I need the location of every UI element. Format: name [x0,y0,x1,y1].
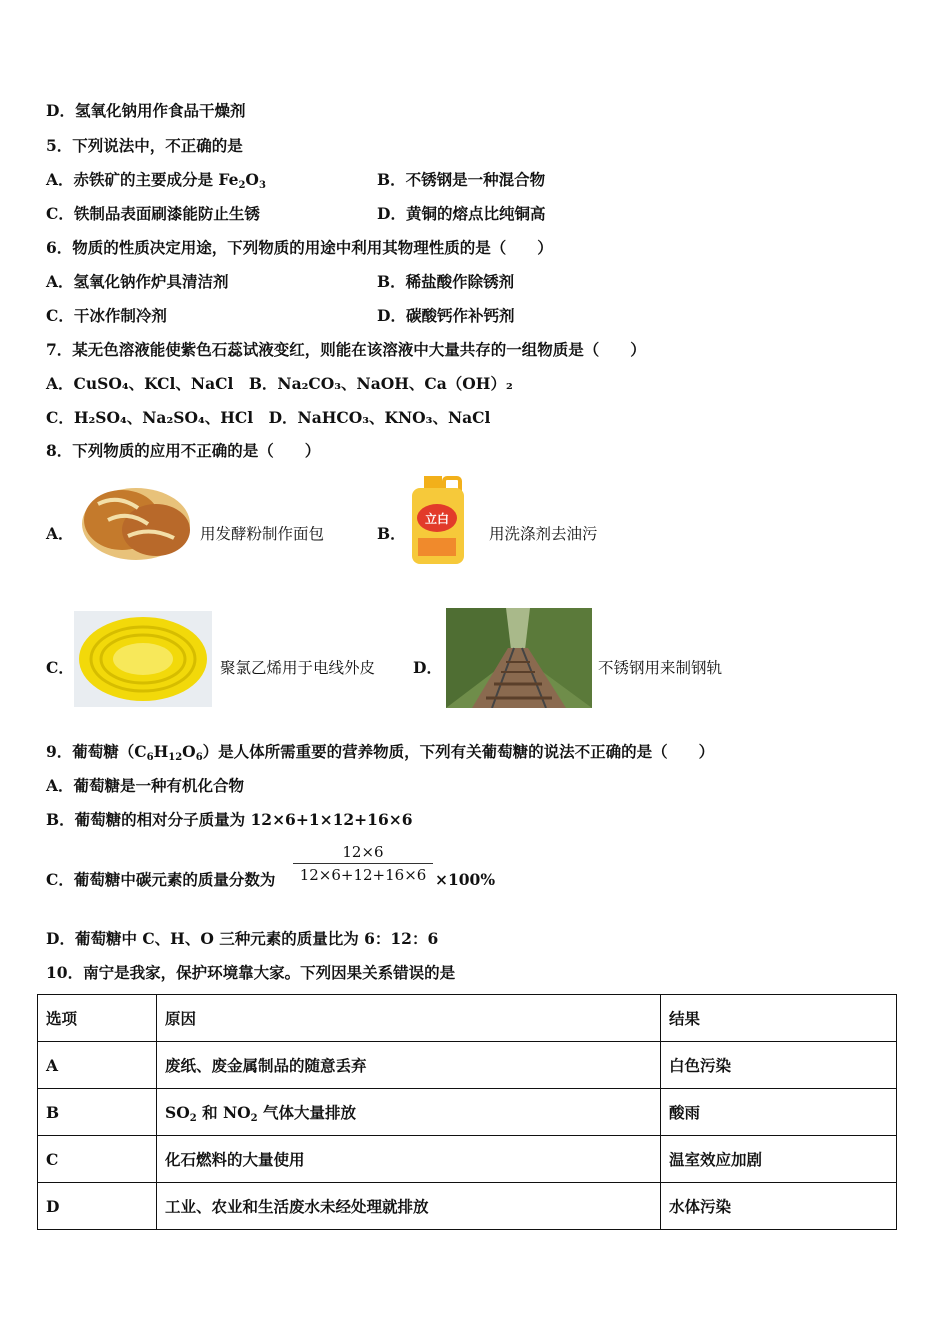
q6-stem: 6．物质的性质决定用途，下列物质的用途中利用其物理性质的是（ ） [46,238,553,257]
fraction-numerator: 12×6 [293,843,433,864]
q5-option-a [46,170,266,196]
row-option: D [38,1183,157,1230]
header-cause: 原因 [157,995,661,1042]
q8-label-b: B． [377,524,406,543]
q8-text-b: 用洗涤剂去油污 [489,525,598,543]
q9-stem-o: O [182,742,196,761]
row-result: 水体污染 [661,1183,897,1230]
row-cause: 工业、农业和生活废水未经处理就排放 [157,1183,661,1230]
q8-text-c: 聚氯乙烯用于电线外皮 [220,659,376,677]
q5-stem: 5．下列说法中，不正确的是 [46,136,243,155]
q5-a-pre: A．赤铁矿的主要成分是 Fe [46,170,239,189]
q9-option-c-prefix: C．葡萄糖中碳元素的质量分数为 [46,870,276,889]
cause-post: 气体大量排放 [257,1102,357,1122]
cause-sub1: 2 [189,1112,197,1124]
row-cause: 化石燃料的大量使用 [157,1136,661,1183]
row-cause [157,1089,661,1136]
q4-option-d: D．氢氧化钠用作食品干燥剂 [46,101,246,120]
fraction-denominator: 12×6+12+16×6 [299,866,427,884]
table-header-row [38,995,897,1042]
q7-stem: 7．某无色溶液能使紫色石蕊试液变红，则能在该溶液中大量共存的一组物质是（ ） [46,340,646,359]
table-row [38,1136,897,1183]
q9-sub-c: 6 [146,752,154,763]
q9-stem [46,742,714,768]
q6-option-b: B．稀盐酸作除锈剂 [377,272,515,291]
table-row [38,1183,897,1230]
detergent-brand-text: 立白 [424,512,450,526]
row-cause: 废纸、废金属制品的随意丢弃 [157,1042,661,1089]
q9-option-b: B．葡萄糖的相对分子质量为 12×6+1×12+16×6 [46,810,413,829]
q8-label-c: C． [46,658,74,677]
row-result: 白色污染 [661,1042,897,1089]
q9-option-a: A．葡萄糖是一种有机化合物 [46,776,245,795]
detergent-image [404,474,474,566]
row-option: A [38,1042,157,1089]
q8-text-d: 不锈钢用来制钢轨 [598,659,723,677]
q5-a-sub1: 2 [238,180,246,191]
q5-a-sub2: 3 [258,180,266,191]
q9-sub-h: 12 [168,752,183,763]
q8-stem: 8．下列物质的应用不正确的是（ ） [46,441,321,460]
cause-sub2: 2 [250,1112,258,1124]
q6-option-d: D．碳酸钙作补钙剂 [377,306,515,325]
q8-label-a: A． [46,524,74,543]
table-row [38,1042,897,1089]
q9-stem-pre: 9．葡萄糖（C [46,742,147,761]
q7-options-ab: A．CuSO₄、KCl、NaCl B．Na₂CO₃、NaOH、Ca（OH）₂ [46,374,513,393]
q9-option-d: D．葡萄糖中 C、H、O 三种元素的质量比为 6：12：6 [46,929,439,948]
q8-text-a: 用发酵粉制作面包 [200,525,325,543]
q9-stem-h: H [153,742,169,761]
row-option: B [38,1089,157,1136]
q5-option-c: C．铁制品表面刷漆能防止生锈 [46,204,260,223]
q5-option-d: D．黄铜的熔点比纯铜高 [377,204,546,223]
wire-coil-image [74,611,212,707]
railway-track-image [446,608,592,708]
row-result: 酸雨 [661,1089,897,1136]
row-result: 温室效应加剧 [661,1136,897,1183]
q9-option-c-suffix: ×100% [435,870,496,889]
q6-option-a: A．氢氧化钠作炉具清洁剂 [46,272,229,291]
q5-option-b: B．不锈钢是一种混合物 [377,170,546,189]
q9-stem-post: ）是人体所需重要的营养物质，下列有关葡萄糖的说法不正确的是（ ） [202,742,715,761]
cause-no: 和 NO [196,1102,251,1122]
bread-image [78,474,194,566]
row-option: C [38,1136,157,1183]
header-option: 选项 [38,995,157,1042]
header-result: 结果 [661,995,897,1042]
cause-so: SO [165,1102,190,1122]
q8-label-d: D． [413,658,442,677]
q9-sub-o: 6 [195,752,203,763]
q10-table [37,994,897,1230]
q10-stem: 10．南宁是我家，保护环境靠大家。下列因果关系错误的是 [46,963,456,982]
q5-a-mid: O [245,170,259,189]
q7-options-cd: C．H₂SO₄、Na₂SO₄、HCl D．NaHCO₃、KNO₃、NaCl [46,408,491,427]
table-row [38,1089,897,1136]
mass-fraction [293,843,433,884]
q6-option-c: C．干冰作制冷剂 [46,306,167,325]
